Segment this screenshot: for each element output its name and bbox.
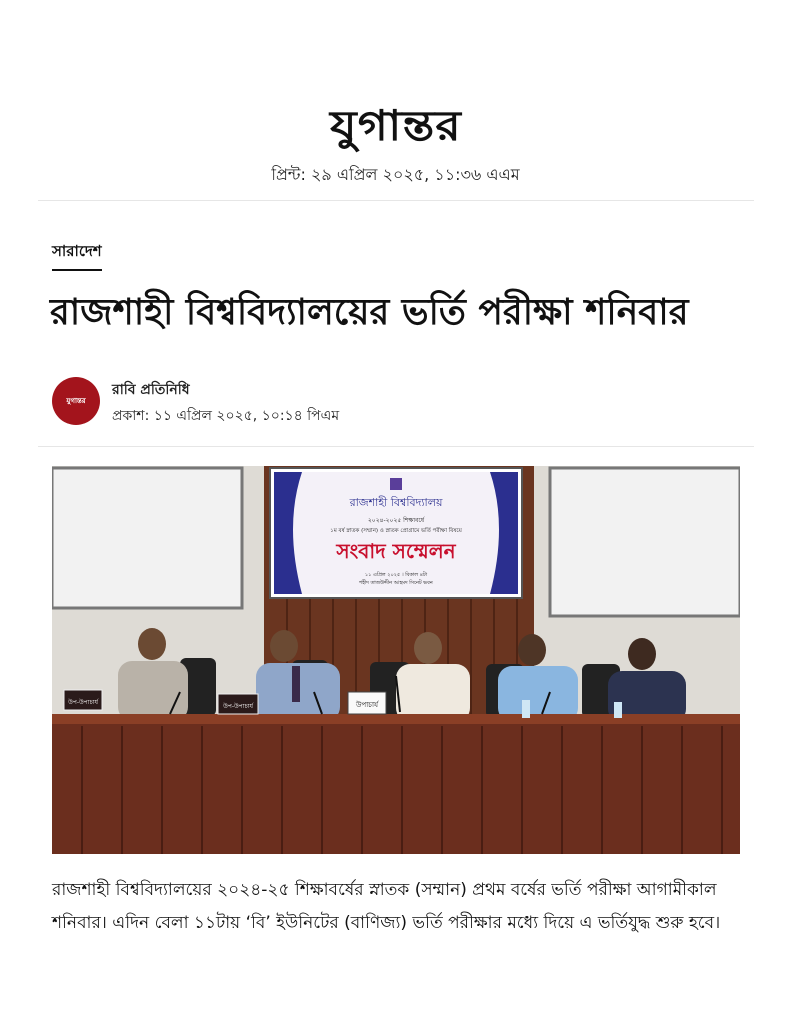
article-photo xyxy=(52,466,740,854)
site-logo[interactable]: যুগান্তর xyxy=(329,101,462,150)
author-name[interactable]: রাবি প্রতিনিধি xyxy=(112,382,190,398)
article-body: রাজশাহী বিশ্ববিদ্যালয়ের ২০২৪-২৫ শিক্ষাবর্ষের স্নাতক (সম্মান) প্রথম বর্ষের ভর্তি পরীক্ষা আগামীকাল শনিবার। এদিন বেলা ১১টায় ‘বি’ ইউনিটের (বাণিজ্য) ভর্তি পরীক্ষার মধ্যে দিয়ে এ ভর্তিযুদ্ধ শুরু হবে। xyxy=(52,880,721,933)
masthead xyxy=(0,100,791,189)
article-headline: রাজশাহী বিশ্ববিদ্যালয়ের ভর্তি পরীক্ষা শনিবার xyxy=(50,292,689,333)
nameplate-2: উপ-উপাচার্য xyxy=(223,703,253,710)
divider xyxy=(38,200,754,201)
divider xyxy=(38,446,754,447)
nameplate-1: উপ-উপাচার্য xyxy=(68,699,98,706)
author-avatar xyxy=(52,377,100,425)
banner-date: ১১ এপ্রিল ২০২৫ । বিকাল ৪টা xyxy=(364,572,428,578)
banner-venue: শহীদ তাজউদ্দীন আহমদ সিনেট ভবন xyxy=(359,580,433,586)
nameplate-3: উপাচার্য xyxy=(355,701,379,709)
avatar-logo-text: যুগান্তর xyxy=(66,397,86,405)
banner-title: সংবাদ সম্মেলন xyxy=(336,539,456,563)
banner-subtitle: ১ম বর্ষ স্নাতক (সম্মান) ও স্নাতক প্রোগ্রামে ভর্তি পরীক্ষা বিষয়ে xyxy=(330,528,462,534)
banner-university: রাজশাহী বিশ্ববিদ্যালয় xyxy=(349,496,443,509)
published-date: প্রকাশ: ১১ এপ্রিল ২০২৫, ১০:১৪ পিএম xyxy=(112,408,340,424)
banner-year: ২০২৪-২০২৫ শিক্ষাবর্ষে xyxy=(367,517,425,524)
event-banner xyxy=(270,468,522,598)
category-link[interactable]: সারাদেশ xyxy=(52,240,102,271)
print-date: প্রিন্ট: ২৯ এপ্রিল ২০২৫, ১১:৩৬ এএম xyxy=(271,165,520,184)
